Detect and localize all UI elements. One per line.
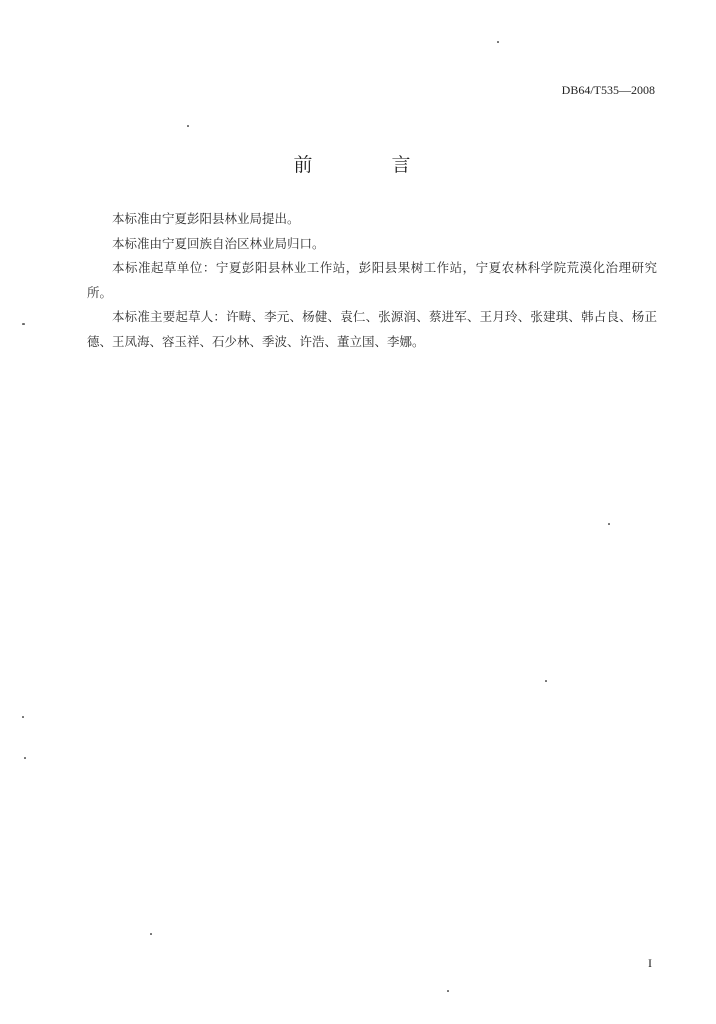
paragraph-drafting-units: 本标准起草单位：宁夏彭阳县林业工作站，彭阳县果树工作站，宁夏农林科学院荒漠化治理研究所。 bbox=[87, 260, 657, 300]
scan-speck bbox=[545, 680, 547, 682]
preface-body bbox=[87, 207, 657, 354]
scan-speck bbox=[187, 125, 189, 127]
standard-code: DB64/T535—2008 bbox=[561, 83, 655, 97]
scan-speck bbox=[22, 323, 25, 325]
scan-speck bbox=[608, 523, 610, 525]
page-number: I bbox=[648, 956, 652, 970]
paragraph-drafters: 本标准主要起草人：许畴、李元、杨健、袁仁、张源润、蔡进军、王月玲、张建琪、韩占良、杨正德、王凤海、容玉祥、石少林、季波、许浩、董立国、李娜。 bbox=[87, 309, 657, 349]
scan-speck bbox=[497, 41, 499, 43]
scan-speck bbox=[150, 933, 152, 935]
paragraph-administrator: 本标准由宁夏回族自治区林业局归口。 bbox=[112, 235, 325, 251]
page-title: 前 言 bbox=[293, 154, 441, 176]
scan-speck bbox=[22, 716, 24, 718]
scan-speck bbox=[447, 990, 449, 992]
paragraph-proposer: 本标准由宁夏彭阳县林业局提出。 bbox=[112, 211, 300, 226]
scan-speck bbox=[24, 757, 26, 759]
